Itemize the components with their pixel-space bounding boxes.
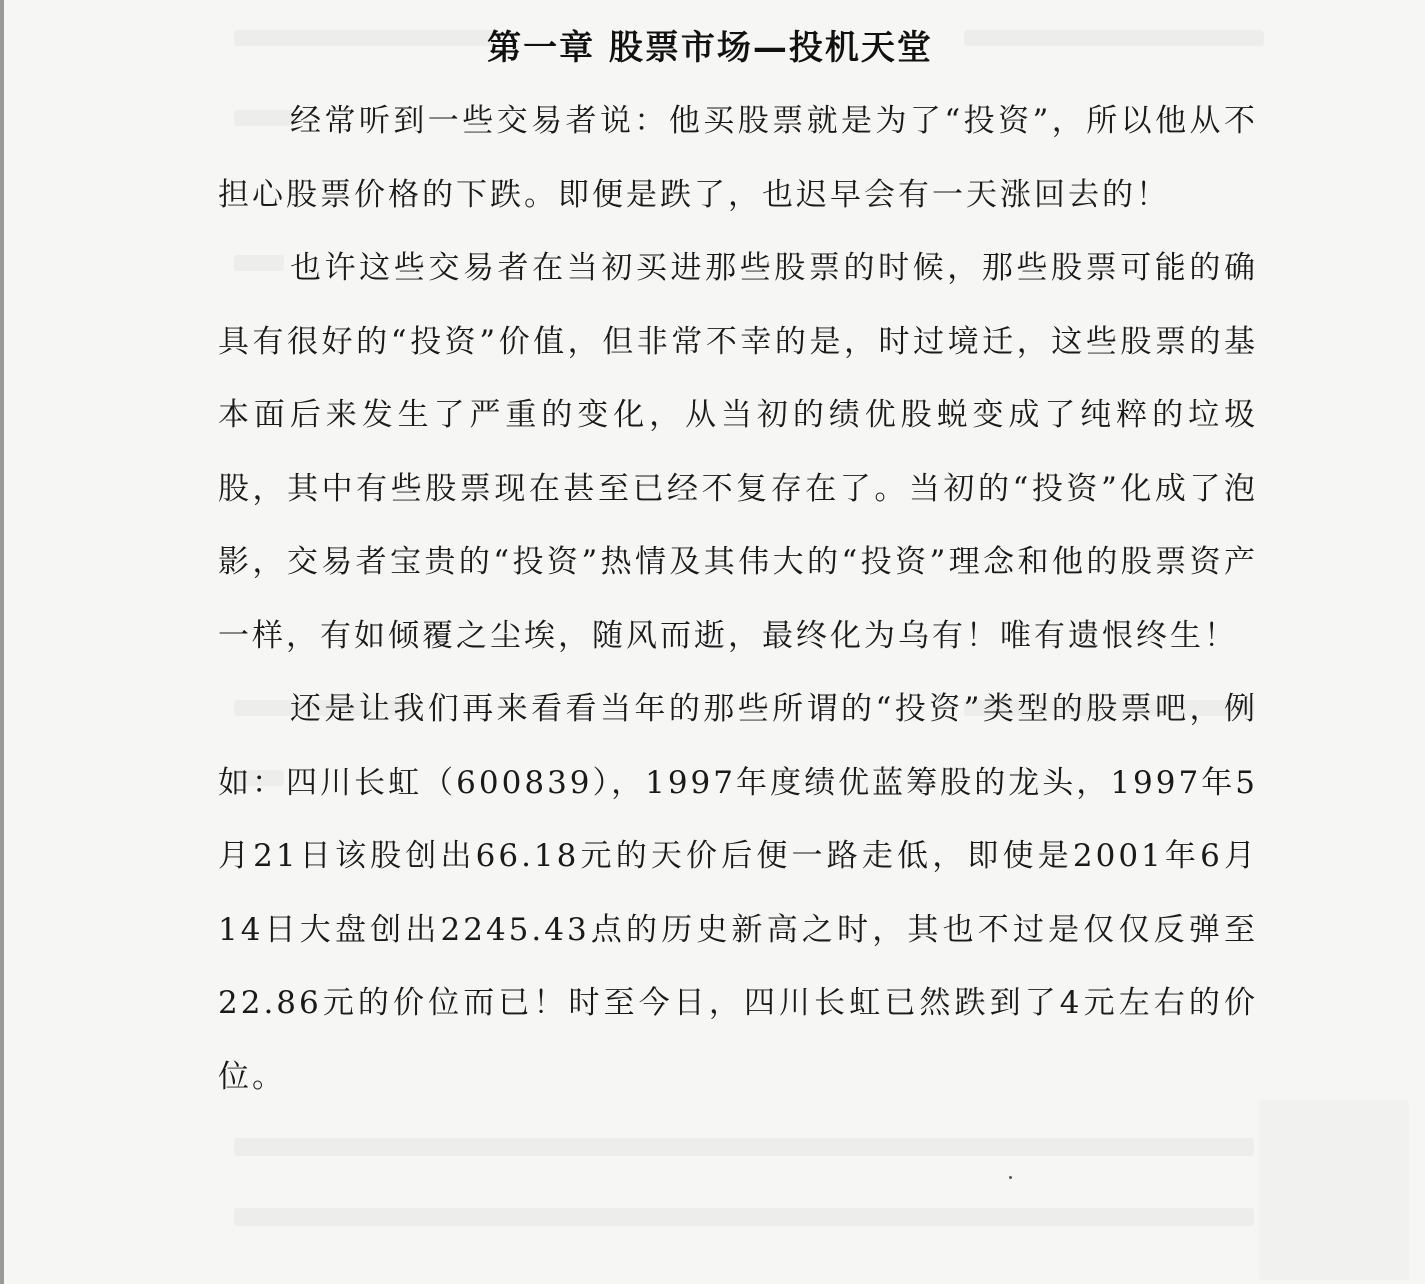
chapter-title: 第一章 股票市场—投机天堂 bbox=[487, 28, 933, 68]
paragraph: 也许这些交易者在当初买进那些股票的时候，那些股票可能的确具有很好的“投资”价值，但非常不幸的是，时过境迁，这些股票的基本面后来发生了严重的变化，从当初的绩优股蜕变成了纯粹的垃圾股，其中有些股票现在甚至已经不复存在了。当初的“投资”化成了泡影，交易者宝贵的“投资”热情及其伟大的“投资”理念和他的股票资产一样，有如倾覆之尘埃，随风而逝，最终化为乌有！唯有遗恨终生！ bbox=[218, 250, 1258, 654]
scanned-page bbox=[4, 0, 1425, 1284]
paragraph: 经常听到一些交易者说：他买股票就是为了“投资”，所以他从不担心股票价格的下跌。即便是跌了，也迟早会有一天涨回去的！ bbox=[218, 103, 1258, 213]
body-text bbox=[218, 85, 1258, 1114]
scan-speck bbox=[1009, 1176, 1012, 1179]
paragraph: 还是让我们再来看看当年的那些所谓的“投资”类型的股票吧，例如：四川长虹（600839），1997年度绩优蓝筹股的龙头，1997年5月21日该股创出66.18元的天价后便一路走低，即使是2001年6月14日大盘创出2245.43点的历史新高之时，其也不过是仅仅反弹至22.86元的价位而已！时至今日，四川长虹已然跌到了4元左右的价位。 bbox=[218, 691, 1258, 1095]
